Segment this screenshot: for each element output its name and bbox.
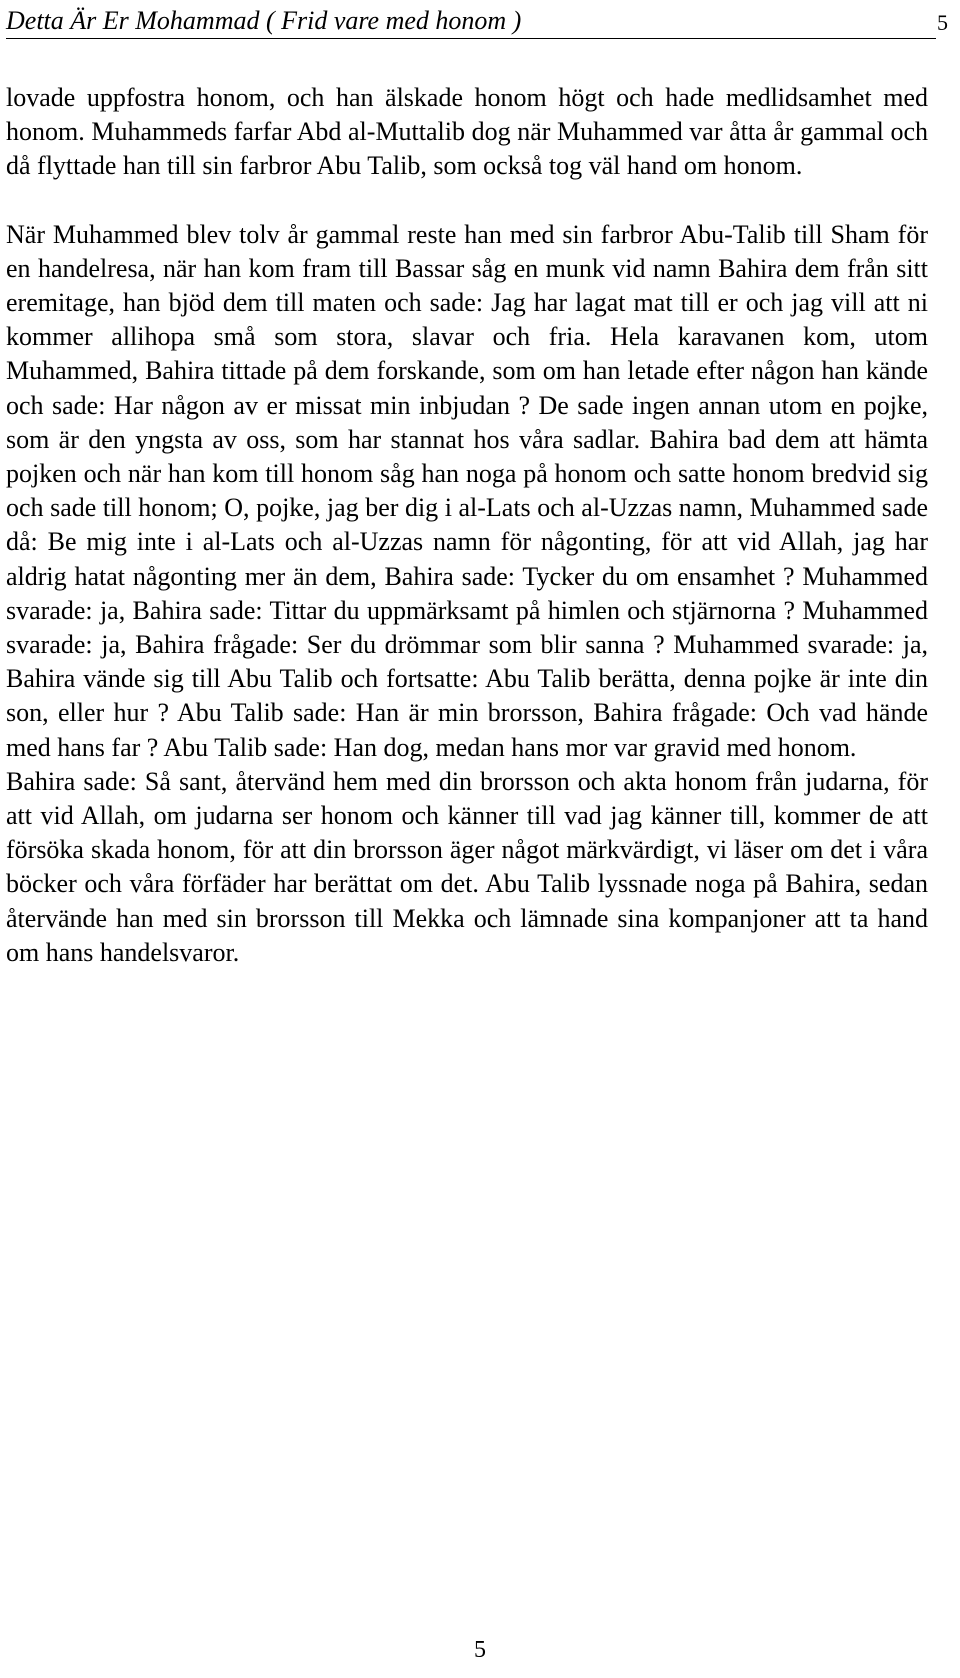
running-header	[6, 4, 948, 39]
paragraph: När Muhammed blev tolv år gammal reste han med sin farbror Abu-Talib till Sham för en handelresa, när han kom fram till Bassar såg en munk vid namn Bahira dem från sitt eremitage, han bjöd dem till maten och sade: Jag har lagat mat till er och jag vill att ni kommer allihopa små som stora, slavar och fria. Hela karavanen kom, utom Muhammed, Bahira tittade på dem forskande, som om han letade efter någon han kände och sade: Har någon av er missat min inbjudan ? De sade ingen annan utom en pojke, som är den yngsta av oss, som har stannat hos våra sadlar. Bahira bad dem att hämta pojken och när han kom till honom såg han noga på honom och satte honom bredvid sig och sade till honom; O, pojke, jag ber dig i al-Lats och al-Uzzas namn, Muhammed sade då: Be mig inte i al-Lats och al-Uzzas namn för någonting, för att vid Allah, jag har aldrig hatat någonting mer än dem, Bahira sade: Tycker du om ensamhet ? Muhammed svarade: ja, Bahira sade: Tittar du uppmärksamt på himlen och stjärnorna ? Muhammed svarade: ja, Bahira frågade: Ser du drömmar som blir sanna ? Muhammed svarade: ja, Bahira vände sig till Abu Talib och fortsatte: Abu Talib berätta, denna pojke är inte din son, eller hur ? Abu Talib sade: Han är min brorsson, Bahira frågade: Och vad hände med hans far ? Abu Talib sade: Han dog, medan hans mor var gravid med honom.	[6, 219, 928, 762]
header-title: Detta Är Er Mohammad ( Frid vare med honom )	[6, 6, 522, 35]
document-body	[6, 81, 928, 970]
header-page-number: 5	[937, 10, 948, 35]
paragraph: Bahira sade: Så sant, återvänd hem med din brorsson och akta honom från judarna, för att vid Allah, om judarna ser honom och känner till vad jag känner till, kommer de att försöka skada honom, för att din brorsson äger något märkvärdigt, vi läser om det i våra böcker och våra förfäder har berättat om det. Abu Talib lyssnade noga på Bahira, sedan återvände han med sin brorsson till Mekka och lämnade sina kompanjoner att ta hand om hans handelsvaror.	[6, 766, 928, 967]
footer-page-number: 5	[474, 1637, 486, 1663]
paragraph: lovade uppfostra honom, och han älskade honom högt och hade medlidsamhet med honom. Muhammeds farfar Abd al-Muttalib dog när Muhammed var åtta år gammal och då flyttade han till sin farbror Abu Talib, som också tog väl hand om honom.	[6, 83, 928, 181]
